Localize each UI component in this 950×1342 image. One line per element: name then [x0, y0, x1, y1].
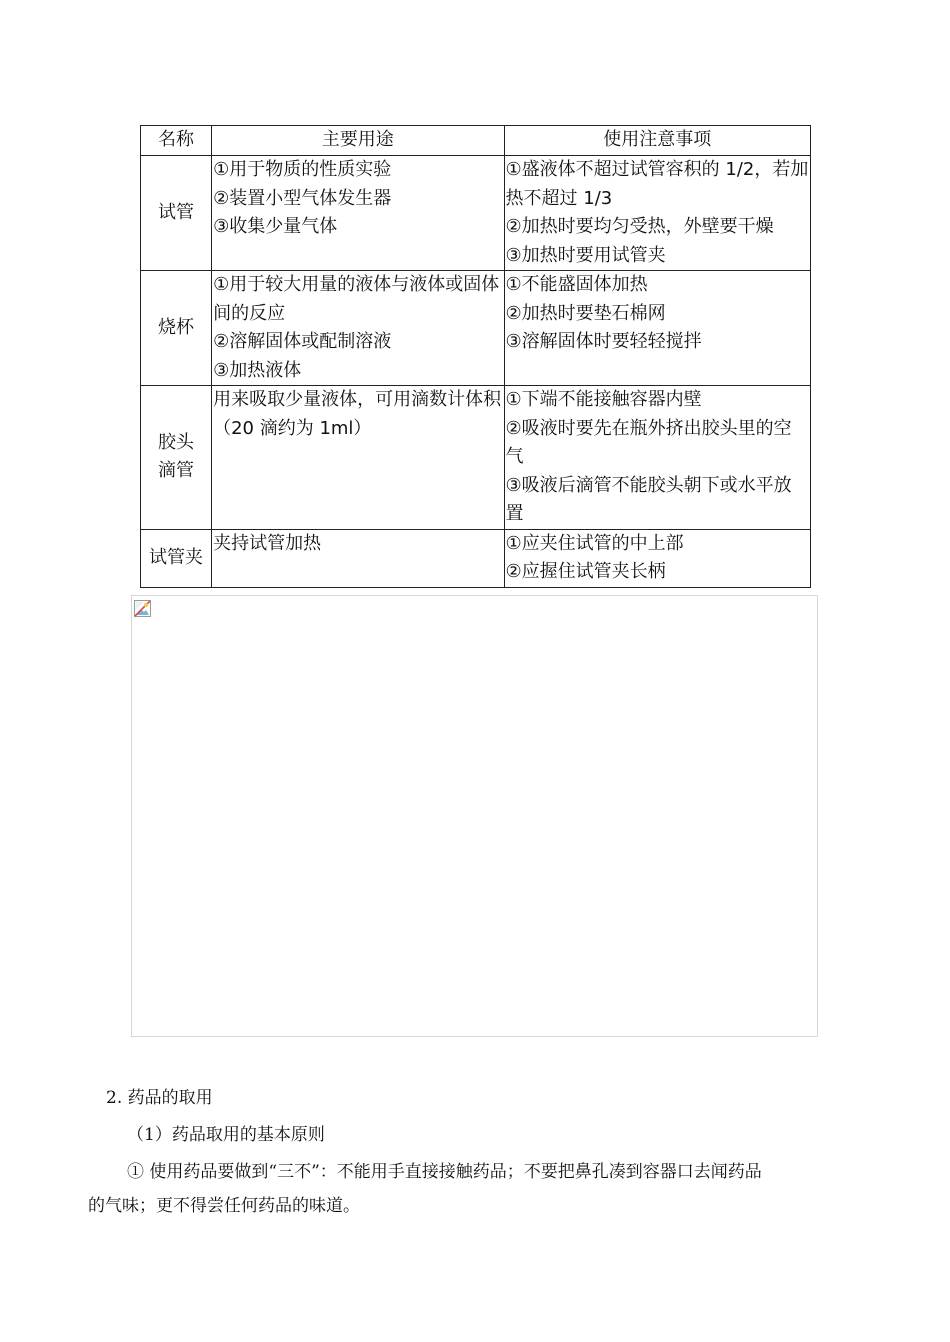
note-item: ②加热时要均匀受热，外壁要干燥: [505, 216, 774, 237]
table-row: [141, 529, 811, 587]
note-item: ①下端不能接触容器内壁: [505, 389, 702, 410]
broken-image-icon: [134, 600, 151, 617]
row-name: 烧杯: [141, 271, 212, 386]
row-name: 试管夹: [141, 529, 212, 587]
use-item: ①用于较大用量的液体与液体或固体间的反应: [213, 274, 500, 324]
note-item: ①应夹住试管的中上部: [505, 532, 684, 554]
use-item: ②溶解固体或配制溶液: [213, 331, 392, 352]
row-name: 试管: [141, 156, 212, 271]
table-header-row: [141, 126, 811, 156]
body-text-line: 的气味；更不得尝任何药品的味道。: [88, 1196, 360, 1216]
subsection-heading: （1）药品取用的基本原则: [127, 1125, 325, 1145]
note-item: ③溶解固体时要轻轻搅拌: [505, 331, 702, 352]
row-uses: [212, 156, 504, 271]
table-row: [141, 156, 811, 271]
use-item: ①用于物质的性质实验: [213, 159, 392, 180]
note-item: ①盛液体不超过试管容积的 1/2，若加热不超过 1/3: [505, 159, 809, 209]
row-notes: [504, 529, 810, 587]
use-item: ③收集少量气体: [213, 216, 338, 237]
row-name: 胶头滴管: [141, 386, 212, 530]
row-uses: [212, 529, 504, 587]
table-row: [141, 386, 811, 530]
body-text-line: ① 使用药品要做到“三不”：不能用手直接接触药品；不要把鼻孔凑到容器口去闻药品: [127, 1162, 762, 1182]
note-item: ①不能盛固体加热: [505, 274, 648, 295]
use-item: ②装置小型气体发生器: [213, 187, 392, 209]
header-uses: 主要用途: [212, 126, 504, 156]
row-uses: [212, 386, 504, 530]
row-uses: [212, 271, 504, 386]
note-item: ③加热时要用试管夹: [505, 244, 666, 266]
image-placeholder: [131, 595, 818, 1037]
row-notes: [504, 386, 810, 530]
row-notes: [504, 271, 810, 386]
row-notes: [504, 156, 810, 271]
note-item: ②应握住试管夹长柄: [505, 561, 666, 582]
header-name: 名称: [141, 126, 212, 156]
use-item: ③加热液体: [213, 359, 302, 381]
table-row: [141, 271, 811, 386]
instrument-table: [140, 125, 811, 588]
note-item: ②加热时要垫石棉网: [505, 302, 666, 324]
note-item: ②吸液时要先在瓶外挤出胶头里的空气: [505, 417, 792, 467]
section-heading: 2. 药品的取用: [106, 1088, 213, 1108]
use-item: 夹持试管加热: [213, 532, 322, 554]
use-item: 用来吸取少量液体，可用滴数计体积（20 滴约为 1ml）: [213, 389, 502, 439]
header-notes: 使用注意事项: [504, 126, 810, 156]
note-item: ③吸液后滴管不能胶头朝下或水平放置: [505, 474, 792, 524]
